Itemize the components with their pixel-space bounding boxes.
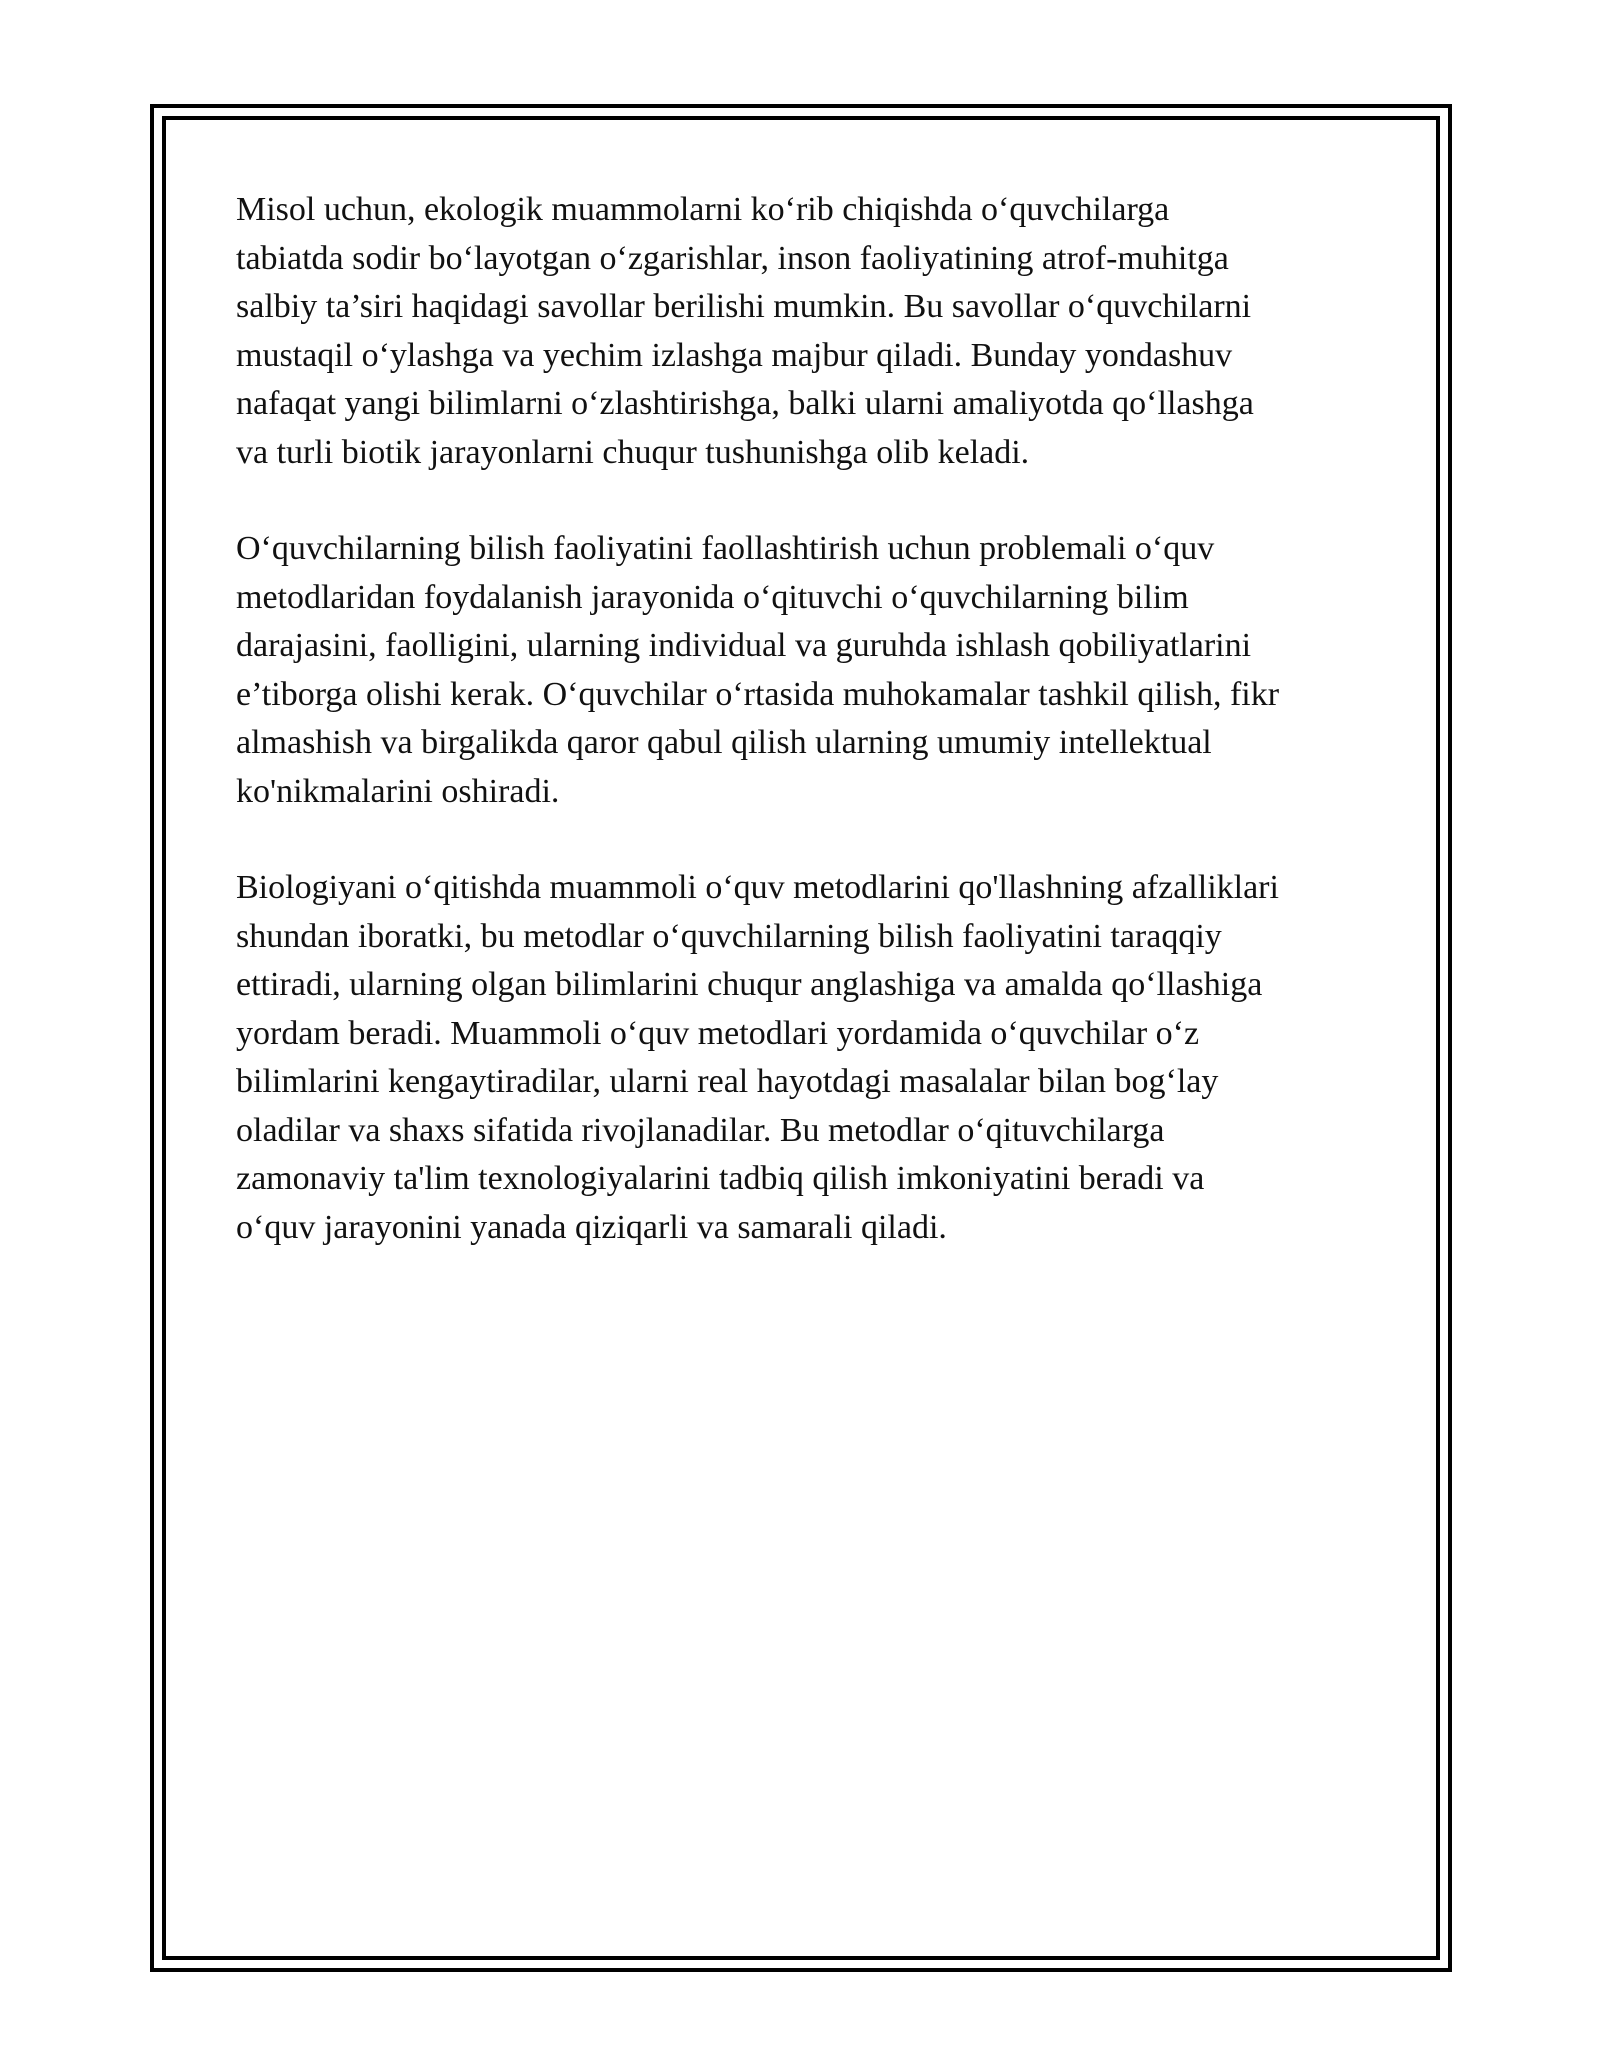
paragraph-3 bbox=[236, 864, 1376, 1252]
text-line: oladilar va shaxs sifatida rivojlanadilar. Bu metodlar o‘qituvchilarga bbox=[236, 1111, 1165, 1149]
text-line: yordam beradi. Muammoli o‘quv metodlari yordamida o‘quvchilar o‘z bbox=[236, 1014, 1200, 1052]
paragraph-2 bbox=[236, 525, 1376, 816]
text-line: O‘quvchilarning bilish faoliyatini faollashtirish uchun problemali o‘quv bbox=[236, 530, 1215, 567]
text-line: e’tiborga olishi kerak. O‘quvchilar o‘rtasida muhokamalar tashkil qilish, fikr bbox=[236, 675, 1280, 713]
text-line: nafaqat yangi bilimlarni o‘zlashtirishga, balki ularni amaliyotda qo‘llashga bbox=[236, 385, 1254, 422]
text-line: ko'nikmalarini oshiradi. bbox=[236, 772, 560, 810]
text-line: tabiatda sodir bo‘layotgan o‘zgarishlar, inson faoliyatining atrof-muhitga bbox=[236, 239, 1229, 277]
text-line: metodlaridan foydalanish jarayonida o‘qituvchi o‘quvchilarning bilim bbox=[236, 578, 1189, 616]
text-line: mustaqil o‘ylashga va yechim izlashga majbur qiladi. Bunday yondashuv bbox=[236, 336, 1233, 374]
text-line: darajasini, faolligini, ularning individual va guruhda ishlash qobiliyatlarini bbox=[236, 627, 1252, 664]
text-line: salbiy ta’siri haqidagi savollar berilishi mumkin. Bu savollar o‘quvchilarni bbox=[236, 288, 1252, 325]
text-line: zamonaviy ta'lim texnologiyalarini tadbiq qilish imkoniyatini beradi va bbox=[236, 1160, 1205, 1197]
text-line: shundan iboratki, bu metodlar o‘quvchilarning bilish faoliyatini taraqqiy bbox=[236, 917, 1222, 955]
document-body bbox=[236, 186, 1376, 1300]
text-line: almashish va birgalikda qaror qabul qilish ularning umumiy intellektual bbox=[236, 724, 1212, 761]
text-line: ettiradi, ularning olgan bilimlarini chuqur anglashiga va amalda qo‘llashiga bbox=[236, 966, 1263, 1003]
text-line: Biologiyani o‘qitishda muammoli o‘quv metodlarini qo'llashning afzalliklari bbox=[236, 869, 1279, 906]
text-line: o‘quv jarayonini yanada qiziqarli va samarali qiladi. bbox=[236, 1208, 947, 1246]
text-line: Misol uchun, ekologik muammolarni ko‘rib chiqishda o‘quvchilarga bbox=[236, 191, 1170, 228]
text-line: va turli biotik jarayonlarni chuqur tushunishga olib keladi. bbox=[236, 433, 1030, 471]
paragraph-1 bbox=[236, 186, 1376, 477]
text-line: bilimlarini kengaytiradilar, ularni real hayotdagi masalalar bilan bog‘lay bbox=[236, 1063, 1219, 1100]
